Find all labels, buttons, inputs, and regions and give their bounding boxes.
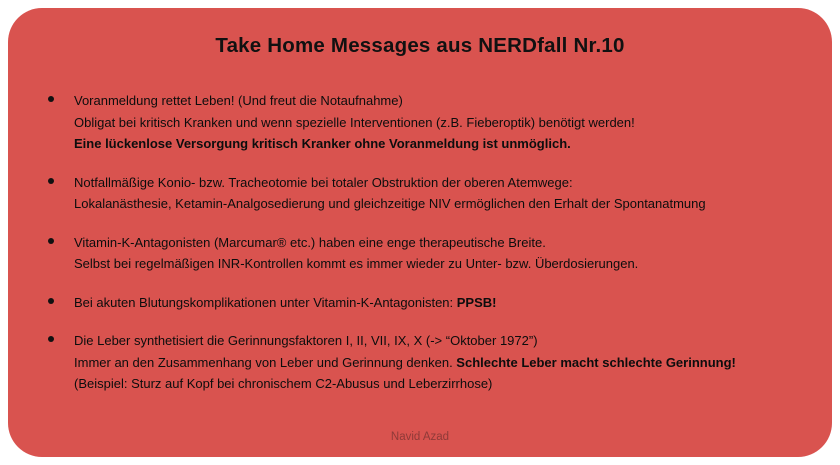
list-item bbox=[38, 232, 808, 275]
list-item-text: Eine lückenlose Versorgung kritisch Kranker ohne Voranmeldung ist unmöglich. bbox=[74, 136, 571, 151]
list-item-line bbox=[74, 232, 808, 254]
list-item bbox=[38, 330, 808, 395]
bullet-dot-icon bbox=[48, 178, 54, 184]
bullet-dot-icon bbox=[48, 96, 54, 102]
list-item-text: Die Leber synthetisiert die Gerinnungsfaktoren I, II, VII, IX, X (-> “Oktober 1972”) bbox=[74, 333, 538, 348]
list-item-line bbox=[74, 193, 808, 215]
list-item-emphasis: Schlechte Leber macht schlechte Gerinnung! bbox=[456, 354, 736, 370]
page-title: Take Home Messages aus NERDfall Nr.10 bbox=[215, 34, 625, 57]
list-item-text: Voranmeldung rettet Leben! (Und freut die Notaufnahme) bbox=[74, 93, 403, 108]
bullet-dot-icon bbox=[48, 298, 54, 304]
list-item-text: Obligat bei kritisch Kranken und wenn spezielle Interventionen (z.B. Fieberoptik) benötigt werden! bbox=[74, 114, 635, 130]
slide-container bbox=[8, 8, 832, 457]
list-item-line bbox=[74, 253, 808, 275]
list-item-line bbox=[74, 373, 808, 395]
list-item-text: (Beispiel: Sturz auf Kopf bei chronischem C2-Abusus und Leberzirrhose) bbox=[74, 376, 493, 391]
list-item-text: Selbst bei regelmäßigen INR-Kontrollen kommt es immer wieder zu Unter- bzw. Überdosierungen. bbox=[74, 256, 639, 271]
list-item-emphasis: PPSB! bbox=[456, 294, 497, 310]
list-item-text: Notfallmäßige Konio- bzw. Tracheotomie bei totaler Obstruktion der oberen Atemwege: bbox=[74, 174, 573, 190]
list-item-line bbox=[74, 133, 808, 155]
bullet-dot-icon bbox=[48, 336, 54, 342]
list-item-line bbox=[74, 292, 808, 314]
list-item-line bbox=[74, 330, 808, 352]
list-item-line bbox=[74, 90, 808, 112]
take-home-messages-list bbox=[38, 90, 808, 412]
bullet-dot-icon bbox=[48, 238, 54, 244]
list-item bbox=[38, 172, 808, 215]
list-item-text: Bei akuten Blutungskomplikationen unter Vitamin-K-Antagonisten: bbox=[74, 294, 457, 310]
list-item-line bbox=[74, 172, 808, 194]
list-item bbox=[38, 292, 808, 314]
list-item-text: Vitamin-K-Antagonisten (Marcumar® etc.) haben eine enge therapeutische Breite. bbox=[74, 234, 546, 250]
list-item bbox=[38, 90, 808, 155]
list-item-text: Immer an den Zusammenhang von Leber und Gerinnung denken. bbox=[74, 354, 457, 370]
list-item-line bbox=[74, 112, 808, 134]
list-item-line bbox=[74, 352, 808, 374]
list-item-text: Lokalanästhesie, Ketamin-Analgosedierung und gleichzeitige NIV ermöglichen den Erhalt der Spontanatmung bbox=[74, 196, 706, 211]
author-credit: Navid Azad bbox=[390, 431, 450, 443]
